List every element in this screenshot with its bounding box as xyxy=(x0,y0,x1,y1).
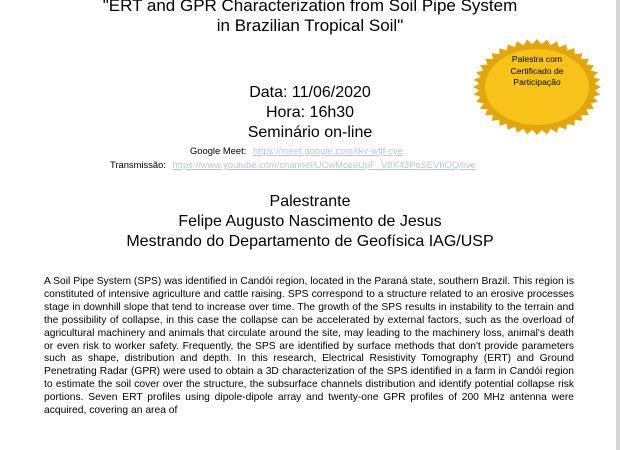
event-date: Data: 11/06/2020 xyxy=(249,84,371,101)
event-time: Hora: 16h30 xyxy=(265,104,355,121)
abstract-text: A Soil Pipe System (SPS) was identified in Candói region, located in the Paraná state, southern Brazil. This region is constituted of intensive agriculture and cattle raising. SPS correspond to a structure related to an erosive processes stage in downhill slope that tend to increase over time. The growth of the SPS results in instability to the terrain and the possibility of collapse, in this case the collapse can be accelerated by external factors, such as the overload of agricultural machinery and animals that circulate around the site, may leading to the machinery loss, animal's death or even risk to worker safety. Frequently, the SPS are identified by surface methods that don't provide parameters such as shape, distribution and depth. In this research, Electrical Resistivity Tomography (ERT) and Ground Penetrating Radar (GPR) were used to obtain a 3D characterization of the SPS identified in a farm in Candói region to estimate the soil cover over the structure, the subsurface channels distribution and identify potential collapse risk portions. Seven ERT profiles using dipole-dipole array and twenty-one GPR profiles of 200 MHz antenna were acquired, covering an area of xyxy=(44,276,574,417)
speaker-heading: Palestrante xyxy=(269,193,351,210)
badge-line-2: Certificado de xyxy=(510,65,564,76)
google-meet-line xyxy=(190,145,403,156)
badge-line-3: Participação xyxy=(513,77,561,87)
google-meet-label: Google Meet: xyxy=(190,145,247,156)
talk-title-line-1: "ERT and GPR Characterization from Soil Pipe System xyxy=(102,0,518,15)
talk-title-line-2: in Brazilian Tropical Soil" xyxy=(216,16,404,35)
speaker-affiliation: Mestrando do Departamento de Geofísica IAG/USP xyxy=(126,233,494,250)
badge-line-1: Palestra com xyxy=(511,54,563,64)
stream-line xyxy=(110,159,476,170)
stream-label: Transmissão: xyxy=(110,159,166,170)
google-meet-link[interactable]: https://meet.google.com/rkv-wfjf-cye xyxy=(252,145,403,156)
event-mode: Seminário on-line xyxy=(247,124,373,141)
speaker-name: Felipe Augusto Nascimento de Jesus xyxy=(178,213,442,230)
youtube-stream-link[interactable]: https://www.youtube.com/channel/UCwMceeUpF_V8X43PoSEVhOQ/live xyxy=(172,159,476,170)
